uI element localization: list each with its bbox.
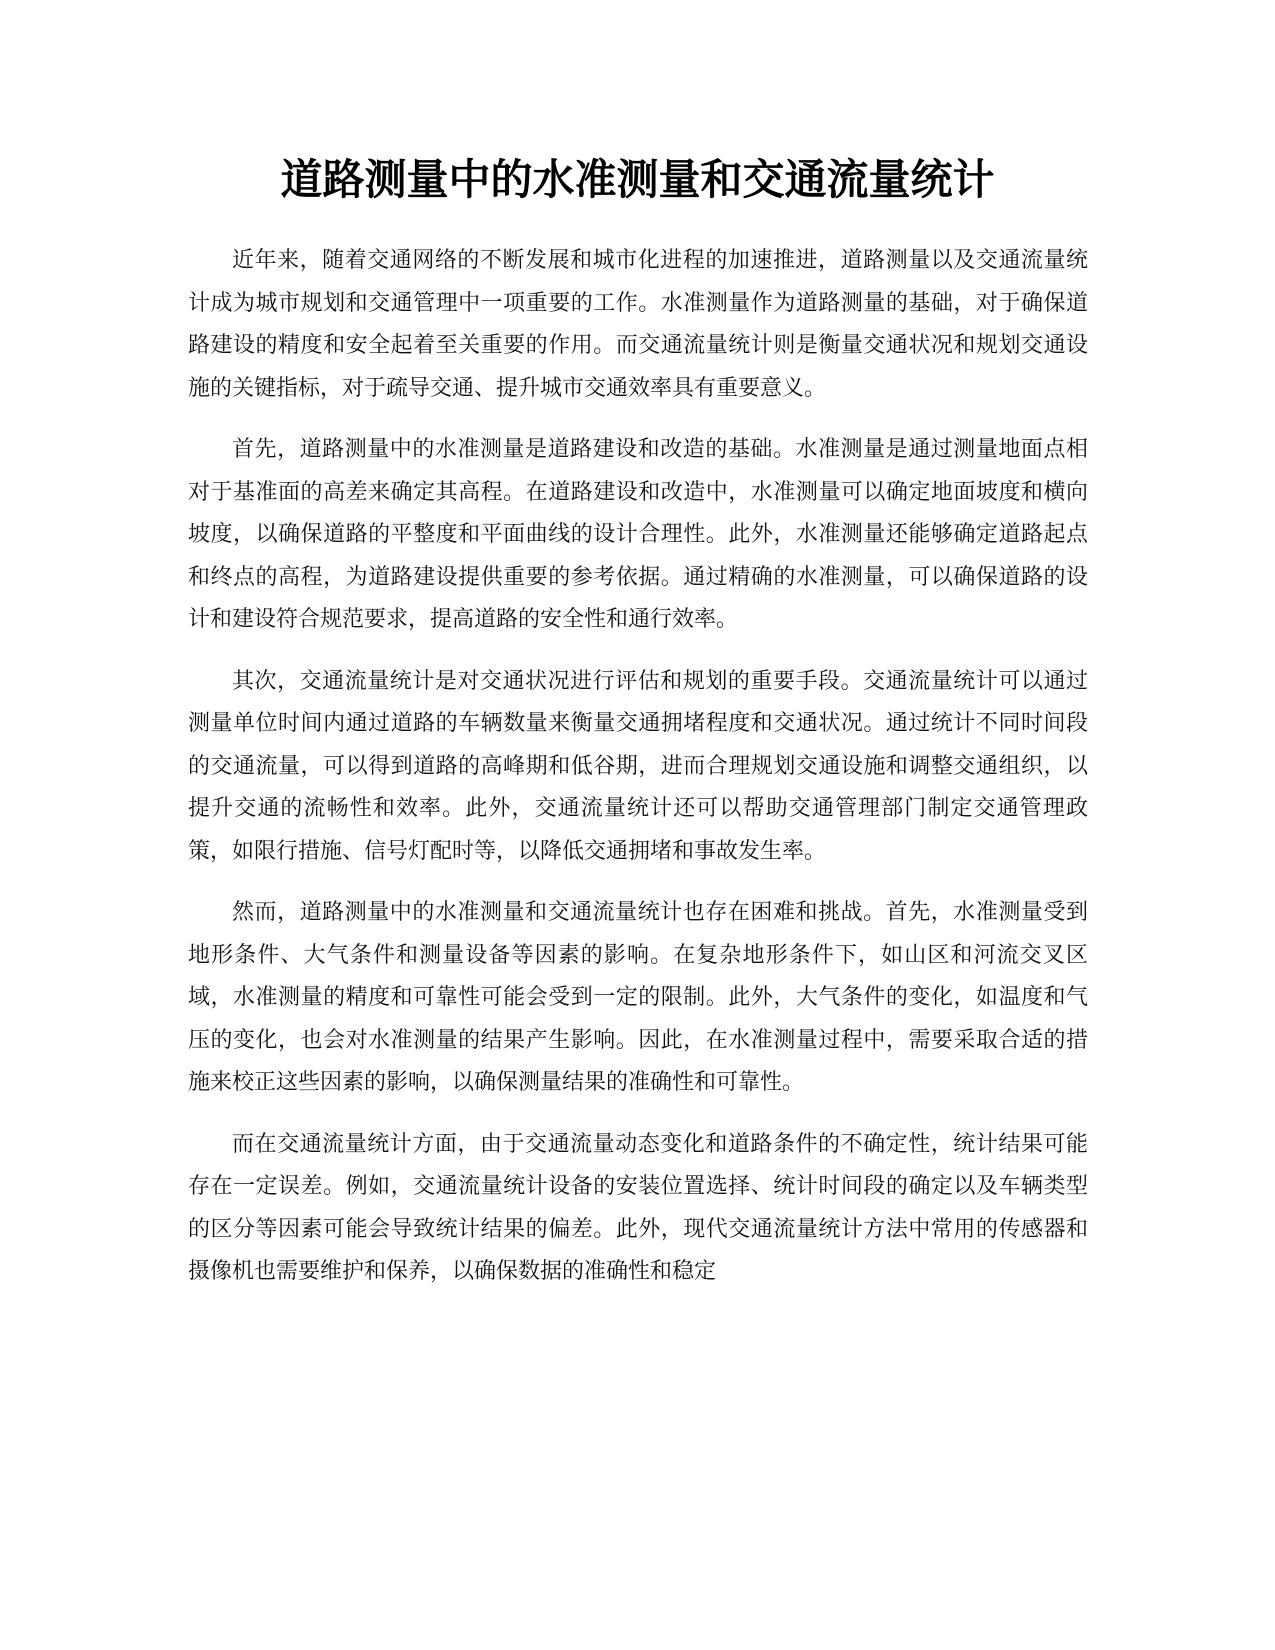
paragraph-5: 而在交通流量统计方面，由于交通流量动态变化和道路条件的不确定性，统计结果可能存在一定误差。例如，交通流量统计设备的安装位置选择、统计时间段的确定以及车辆类型的区分等因素可能会导致统计结果的偏差。此外，现代交通流量统计方法中常用的传感器和摄像机也需要维护和保养，以确保数据的准确性和稳定 [188, 1131, 1088, 1284]
paragraph-3: 其次，交通流量统计是对交通状况进行评估和规划的重要手段。交通流量统计可以通过测量单位时间内通过道路的车辆数量来衡量交通拥堵程度和交通状况。通过统计不同时间段的交通流量，可以得到道路的高峰期和低谷期，进而合理规划交通设施和调整交通组织，以提升交通的流畅性和效率。此外，交通流量统计还可以帮助交通管理部门制定交通管理政策，如限行措施、信号灯配时等，以降低交通拥堵和事故发生率。 [188, 668, 1088, 864]
paragraph-2: 首先，道路测量中的水准测量是道路建设和改造的基础。水准测量是通过测量地面点相对于基准面的高差来确定其高程。在道路建设和改造中，水准测量可以确定地面坡度和横向坡度，以确保道路的平整度和平面曲线的设计合理性。此外，水准测量还能够确定道路起点和终点的高程，为道路建设提供重要的参考依据。通过精确的水准测量，可以确保道路的设计和建设符合规范要求，提高道路的安全性和通行效率。 [188, 437, 1088, 632]
document-title: 道路测量中的水准测量和交通流量统计 [280, 155, 995, 204]
paragraph-4: 然而，道路测量中的水准测量和交通流量统计也存在困难和挑战。首先，水准测量受到地形条件、大气条件和测量设备等因素的影响。在复杂地形条件下，如山区和河流交叉区域，水准测量的精度和可靠性可能会受到一定的限制。此外，大气条件的变化，如温度和气压的变化，也会对水准测量的结果产生影响。因此，在水准测量过程中，需要采取合适的措施来校正这些因素的影响，以确保测量结果的准确性和可靠性。 [188, 900, 1088, 1095]
document-body [188, 240, 1088, 1313]
paragraph-1: 近年来，随着交通网络的不断发展和城市化进程的加速推进，道路测量以及交通流量统计成为城市规划和交通管理中一项重要的工作。水准测量作为道路测量的基础，对于确保道路建设的精度和安全起着至关重要的作用。而交通流量统计则是衡量交通状况和规划交通设施的关键指标，对于疏导交通、提升城市交通效率具有重要意义。 [188, 248, 1088, 401]
